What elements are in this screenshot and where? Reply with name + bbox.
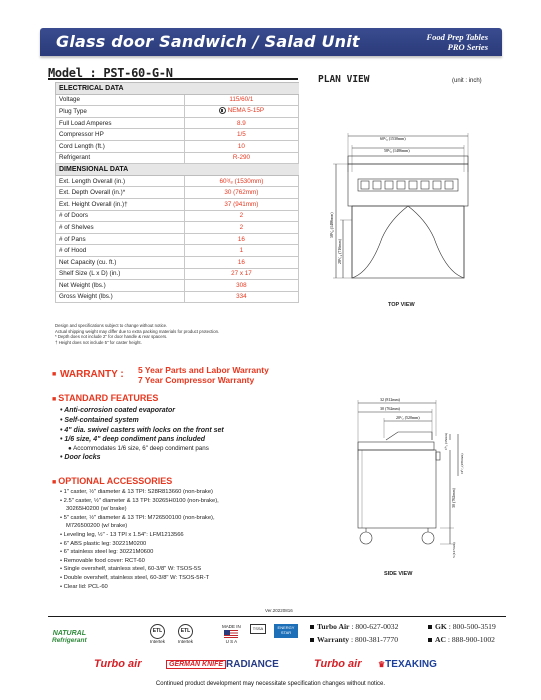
list-item: • 4" dia. swivel casters with locks on the front set [60,426,224,434]
spec-value: 115/60/1 [184,94,298,106]
table-row [56,291,299,303]
hood-profile [386,432,432,440]
door-swing-right [408,206,464,278]
spec-label: Ext. Length Overall (in.) [56,175,185,187]
accessories-heading-text: OPTIONAL ACCESSORIES [58,476,173,486]
spec-label: # of Hood [56,245,185,257]
spec-label: Net Weight (lbs.) [56,280,185,292]
contact-col2 [428,634,495,647]
model-number: Model : PST-60-G-N [48,66,298,80]
warranty-line: 7 Year Compressor Warranty [138,375,255,385]
warranty-line: 5 Year Parts and Labor Warranty [138,365,269,375]
table-row [56,268,299,280]
spec-value: 2 [184,222,298,234]
radiance-logo: RADIANCE [226,659,279,670]
spec-label: Compressor HP [56,129,185,141]
side-view-drawing [358,400,458,544]
list-item: 30265H0200 (w/ brake) [66,506,127,513]
dimension-heading-row [56,164,299,176]
bullet-icon: ● [68,445,72,453]
etl-mark-icon: ETL [150,624,165,639]
dim-label: 20¹/₂ (520mm) [396,415,420,420]
header-band [40,28,502,56]
dimension-heading: DIMENSIONAL DATA [56,164,299,176]
table-row [56,280,299,292]
contact-phone: : 888-900-1002 [447,634,495,644]
dim-label: 32 (812mm) [380,397,400,402]
contact-phone: : 800-381-7770 [350,634,399,644]
caster-wheel [360,532,372,544]
usa-text: U S A [225,639,238,644]
features-list [60,406,320,463]
spec-value: 1/5 [184,129,298,141]
list-item: • 6" ABS plastic leg: 30221M0200 [60,540,147,547]
contact-phone: : 800-500-3519 [448,622,496,631]
table-row [56,129,299,141]
us-flag-icon [224,630,238,638]
square-bullet-icon: ■ [52,396,57,403]
dim-label: 30 (762mm) [451,488,456,508]
spec-label: Gross Weight (lbs.) [56,291,185,303]
dim-label: 58³/₈ (1486mm) [329,212,334,238]
plug-type [219,107,264,114]
dim-label: 5 (127mm) [452,542,456,558]
list-item: M726500200 (w/ brake) [66,523,128,530]
footer-divider [48,616,506,617]
table-row [56,140,299,152]
spec-value: 10 [184,140,298,152]
spec-label: Full Load Amperes [56,117,185,129]
spec-value: 16 [184,233,298,245]
refrigerant-text: Refrigerant [52,637,87,644]
square-bullet-icon [428,625,432,629]
spec-label: Plug Type [56,106,185,118]
note-line: * Depth does not include 2" for door handle & rear spacers. [55,334,168,339]
table-row [56,94,299,106]
caster-wheel [422,532,434,544]
square-bullet-icon [310,625,314,629]
square-bullet-icon: ■ [52,371,57,378]
contact-info [310,621,510,647]
spec-label: Ext. Depth Overall (in.)* [56,187,185,199]
door-swing-left [352,206,408,278]
dim-label: 30 (762mm) [380,406,400,411]
spec-label: # of Pans [56,233,185,245]
dim-label: 1³/₈ (35mm) [444,432,448,450]
spec-value: 16 [184,256,298,268]
dim-label: 60³/₈ (1530mm) [380,136,406,141]
table-row [56,210,299,222]
spec-value: 37 (941mm) [184,198,298,210]
series-name: PRO Series [447,42,488,52]
spec-value: R-290 [184,152,298,164]
square-bullet-icon [428,638,432,642]
table-row [56,152,299,164]
natural-text: NATURAL [52,630,86,637]
spec-notes [55,323,305,345]
table-row [56,233,299,245]
table-row [56,106,299,118]
warranty-block [52,365,312,387]
contact-name: GK [435,622,447,631]
dim-label: 11¹/₄ (286mm) [460,453,464,474]
unit-note: (unit : inch) [452,78,482,84]
list-item: • Leveling leg, ½" - 13 TPI x 1.54": LFM1213566 [60,531,184,538]
spec-value: 308 [184,280,298,292]
technical-drawing [300,88,506,608]
made-in-text: MADE IN [222,624,241,629]
brand-logos [48,656,510,674]
top-view-label: TOP VIEW [388,302,415,308]
list-item: • Clear lid: PCL-60 [60,583,108,590]
side-view-label: SIDE VIEW [384,571,413,577]
electrical-heading: ELECTRICAL DATA [56,83,299,95]
accessories-heading [52,476,172,486]
top-view-drawing [333,133,468,278]
etl-logo [150,624,165,644]
spec-label: Voltage [56,94,185,106]
disclaimer: Continued product development may necessitate specification changes without notice. [155,681,386,687]
intertek-text: Intertek [178,639,194,644]
list-item: • 5" caster, ½" diameter & 13 TPI: M726500100 (non-brake), [60,514,215,521]
list-item: • 1" caster, ½" diameter & 13 TPI: S28R813660 (non-brake) [60,489,213,495]
tssa-logo: TSSA [250,624,266,634]
table-row [56,222,299,234]
spec-value: 30 (762mm) [184,187,298,199]
contact-col2 [428,621,496,634]
square-bullet-icon: ■ [52,479,57,486]
features-heading [52,393,158,403]
plan-drawings [300,88,506,648]
contact-name: Warranty [317,634,350,644]
list-item: • 1/6 size, 4" deep condiment pans included [60,436,206,444]
list-item: • 6" stainless steel leg: 30221M0600 [60,549,154,556]
note-line: † Height does not include 5" for caster height. [55,339,142,345]
hood-outline [348,156,468,164]
table-row [56,256,299,268]
accessories-list [60,488,310,591]
dim-label: 28³/₁₆ (716mm) [337,239,342,264]
series-category: Food Prep Tables [426,32,488,42]
spec-label: Shelf Size (L x D) (in.) [56,268,185,280]
table-row [56,117,299,129]
note-line: Actual shipping weight may differ due to extra packing materials for product protection. [55,328,220,334]
texaking-text: TEXAKING [385,659,437,670]
crown-icon: ♛ [378,660,386,669]
certification-logos [52,624,302,648]
turbo-air-logo: Turbo air [94,658,142,670]
spec-label: Refrigerant [56,152,185,164]
handle [436,452,440,460]
list-item: • Single overshelf, stainless steel, 60-3/8" W: TSOS-5S [60,566,202,573]
etl-sanitation-logo [178,624,193,644]
spec-value: NEMA 5-15P [227,106,265,114]
table-row [56,175,299,187]
etl-mark-icon: ETL [178,624,193,639]
spec-label: Ext. Height Overall (in.)† [56,198,185,210]
spec-value: 334 [184,291,298,303]
contact-name: Turbo Air [317,622,350,631]
list-item: • Self-contained system [60,416,139,424]
dim-label: 58³/₈ (1486mm) [384,148,410,153]
list-item: • Double overshelf, stainless steel, 60-3/8" W: TSOS-5R-T [60,574,210,581]
spec-value-cell [184,106,298,118]
plan-view-title: PLAN VIEW [318,74,370,85]
german-knife-logo: GERMAN KNIFE [166,660,226,669]
note-line: Design and specifications subject to change without notice. [55,323,168,328]
square-bullet-icon [310,638,314,642]
contact-phone: : 800-627-0032 [351,622,399,631]
top-rail [358,442,434,450]
energy-star-logo: ENERGY STAR [274,624,298,638]
spec-label: Cord Length (ft.) [56,140,185,152]
spec-value: 60³/₈ (1530mm) [184,175,298,187]
spec-value: 2 [184,210,298,222]
spec-value: 8.9 [184,117,298,129]
cabinet-side [358,450,436,528]
intertek-text: Intertek [150,639,166,644]
list-item: • Anti-corrosion coated evaporator [60,407,175,414]
made-in-usa-logo [222,624,241,644]
list-item: • 2.5" caster, ½" diameter & 13 TPI: 30265H0100 (non-brake), [60,497,219,504]
table-row [56,245,299,257]
contact-name: AC [435,634,446,644]
contact-row [310,621,510,634]
warranty-label: WARRANTY : [60,369,124,380]
contact-row [310,634,510,647]
features-heading-text: STANDARD FEATURES [58,393,159,403]
table-row [56,198,299,210]
spec-table [55,82,299,303]
electrical-heading-row [56,83,299,95]
spec-label: Net Capacity (cu. ft.) [56,256,185,268]
table-row [56,187,299,199]
plug-icon [219,107,226,114]
spec-value: 1 [184,245,298,257]
version-label: Ver.20220816 [265,608,293,613]
list-item: • Removable food cover: RCT-60 [60,557,145,564]
list-item: • Door locks [60,454,101,462]
page-title: Glass door Sandwich / Salad Unit [56,32,360,51]
turbo-air-logo: Turbo air [314,658,362,670]
texaking-logo [378,659,437,670]
spec-value: 27 x 17 [184,268,298,280]
spec-label: # of Shelves [56,222,185,234]
natural-refrigerant-logo [52,630,87,644]
list-subitem [60,445,320,453]
list-subitem-text: Accommodates 1/6 size, 6" deep condiment pans [73,445,209,453]
spec-label: # of Doors [56,210,185,222]
door-area [352,206,464,278]
